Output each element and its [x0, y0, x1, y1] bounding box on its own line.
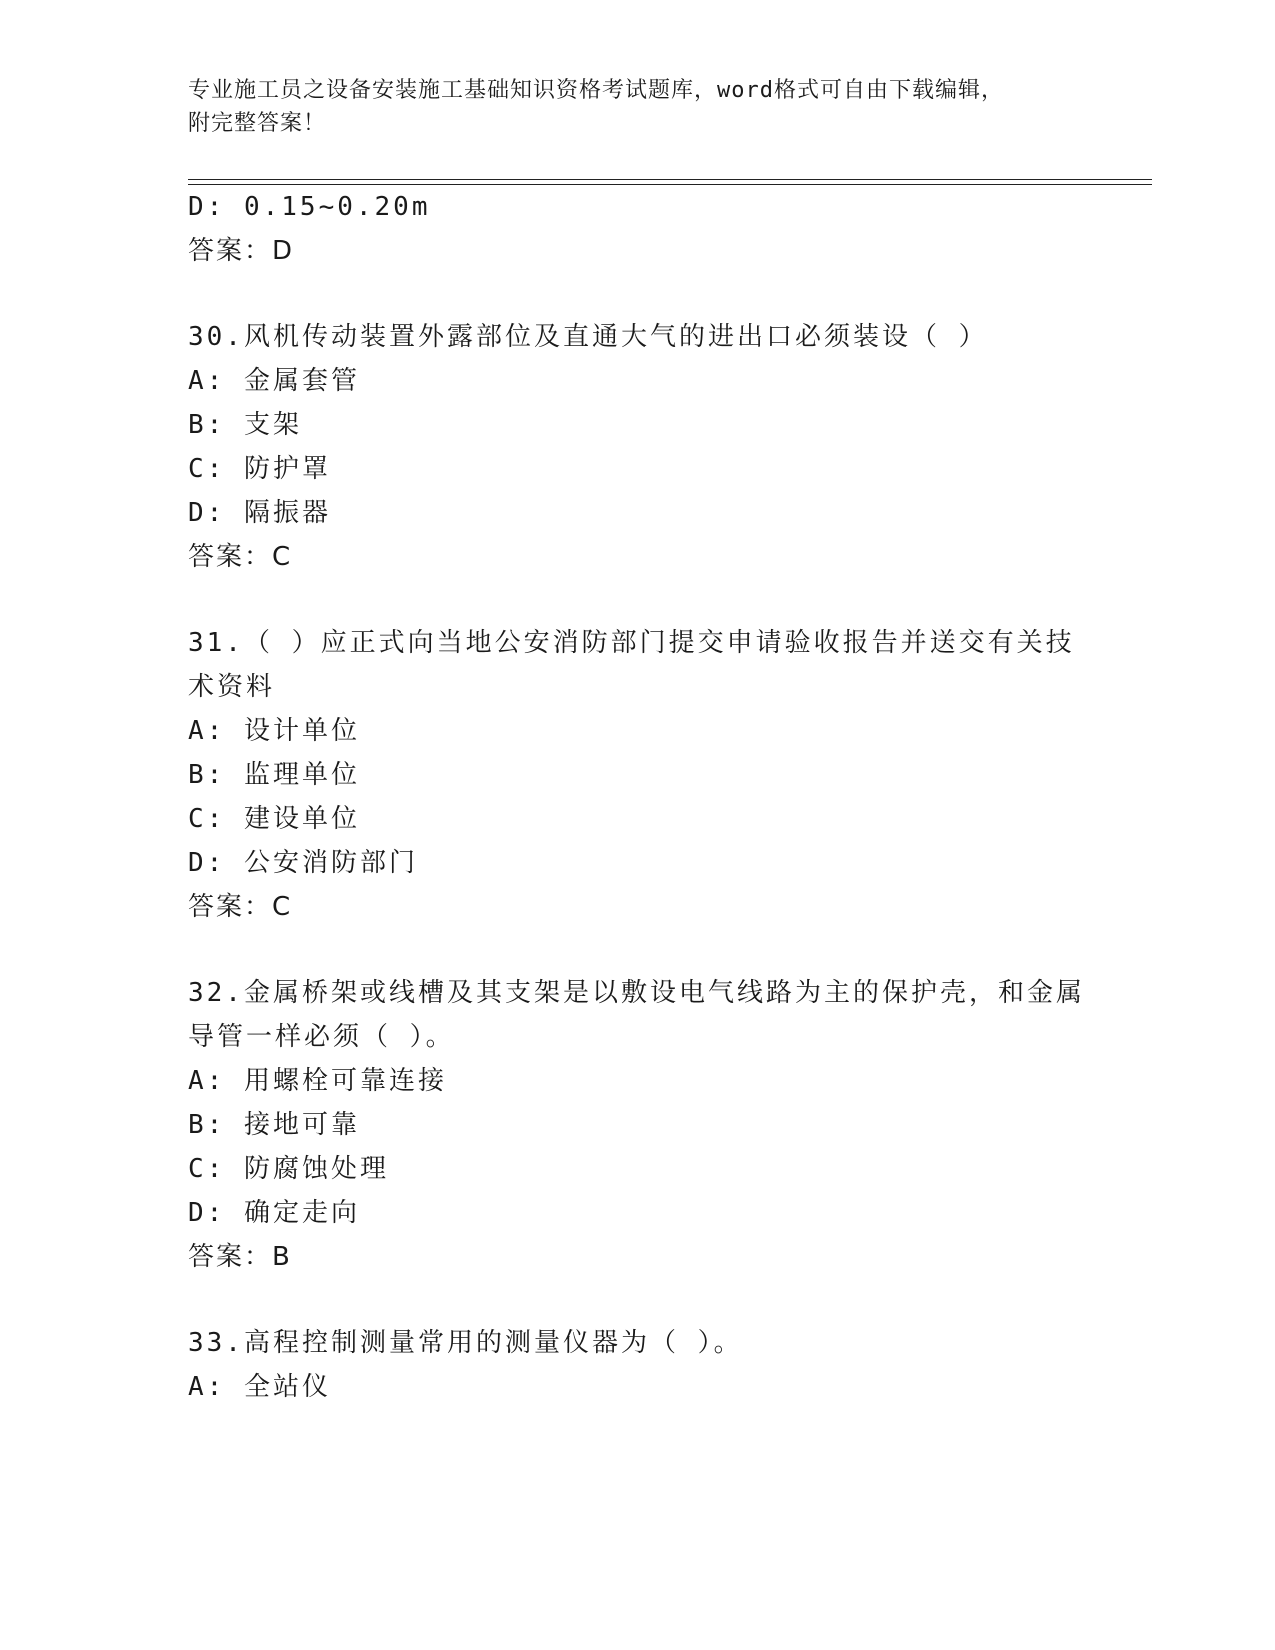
q32-option-d: D: 确定走向: [188, 1198, 360, 1228]
q30-option-d: D: 隔振器: [188, 498, 331, 528]
q31-option-d: D: 公安消防部门: [188, 848, 418, 878]
prev-answer: 答案：D: [188, 236, 295, 266]
q31-stem-line-2: 术资料: [188, 672, 276, 702]
prev-option-d: D: 0.15~0.20m: [188, 192, 431, 222]
q31-option-a: A: 设计单位: [188, 716, 360, 746]
q32-stem-line-1: 32.金属桥架或线槽及其支架是以敷设电气线路为主的保护壳，和金属: [188, 978, 1085, 1008]
header-line-1: 专业施工员之设备安装施工基础知识资格考试题库，word格式可自由下载编辑，: [188, 78, 1004, 103]
q33-option-a: A: 全站仪: [188, 1372, 331, 1402]
header-divider-top: [188, 179, 1152, 180]
q32-option-b: B: 接地可靠: [188, 1110, 360, 1140]
q31-answer: 答案：C: [188, 892, 293, 922]
page-header: [188, 74, 1068, 140]
header-divider-bottom: [188, 184, 1152, 185]
q31-option-b: B: 监理单位: [188, 760, 360, 790]
header-line-2: 附完整答案！: [188, 111, 327, 136]
q30-option-b: B: 支架: [188, 410, 302, 440]
q30-option-a: A: 金属套管: [188, 366, 360, 396]
q30-stem: 30.风机传动装置外露部位及直通大气的进出口必须装设（ ）: [188, 322, 988, 352]
q32-stem-line-2: 导管一样必须（ ）。: [188, 1022, 455, 1052]
q33-stem: 33.高程控制测量常用的测量仪器为（ ）。: [188, 1328, 743, 1358]
q32-option-c: C: 防腐蚀处理: [188, 1154, 389, 1184]
q31-option-c: C: 建设单位: [188, 804, 360, 834]
q31-stem-line-1: 31.（ ）应正式向当地公安消防部门提交申请验收报告并送交有关技: [188, 628, 1075, 658]
q30-option-c: C: 防护罩: [188, 454, 331, 484]
q32-answer: 答案：B: [188, 1242, 292, 1272]
q32-option-a: A: 用螺栓可靠连接: [188, 1066, 447, 1096]
q30-answer: 答案：C: [188, 542, 293, 572]
